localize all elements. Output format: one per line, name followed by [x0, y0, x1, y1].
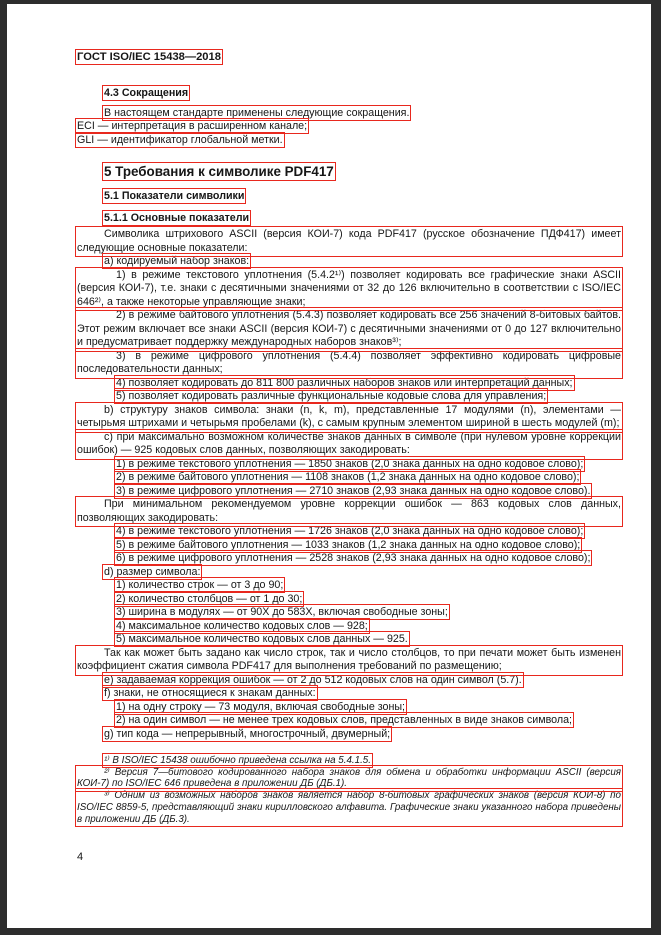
- list-item-c-6: 6) в режиме цифрового уплотнения — 2528 знаков (2,93 знака данных на одно кодовое слово);: [116, 552, 591, 564]
- list-item-c-6-row: [77, 552, 621, 566]
- list-item-c: c) при максимально возможном количестве знаков данных в символе (при нулевом уровне коррекции ошибок) — 925 кодовых слов данных, позволяющих закодировать:: [77, 430, 621, 456]
- footnotes-section: [77, 755, 621, 825]
- list-item-g-row: [77, 728, 621, 742]
- compression-note-paragraph: Так как может быть задано как число строк, так и число столбцов, то при печати может быть изменен коэффициент сжатия символа PDF417 для выполнения требований по размещению;: [77, 646, 621, 672]
- abbreviation-gli: GLI — идентификатор глобальной метки.: [77, 133, 283, 146]
- list-item-g: g) тип кода — непрерывный, многострочный, двумерный;: [104, 727, 391, 740]
- list-item-c-1-row: [77, 458, 621, 472]
- section-5-heading: 5 Требования к символике PDF417: [104, 164, 334, 179]
- list-item-f-1: 1) на одну строку — 73 модуля, включая свободные зоны;: [116, 700, 406, 713]
- list-item-c-5-row: [77, 539, 621, 553]
- abbreviation-eci-row: [77, 120, 621, 134]
- footnote-1-row: [77, 755, 621, 767]
- list-item-c-4-row: [77, 525, 621, 539]
- list-item-d-2: 2) количество столбцов — от 1 до 30;: [116, 592, 303, 605]
- list-item-d: d) размер символа:: [104, 565, 201, 578]
- list-item-f: f) знаки, не относящиеся к знакам данных:: [104, 687, 316, 699]
- list-item-d-4-row: [77, 620, 621, 634]
- list-item-a-4: 4) позволяет кодировать до 811 800 различных наборов знаков или интерпретаций данных;: [116, 376, 573, 389]
- section-5-1-heading: 5.1 Показатели символики: [104, 190, 245, 202]
- list-item-f-row: [77, 687, 621, 701]
- footnote-2: ²⁾ Версия 7—битового кодированного набора знаков для обмена и обработки информации ASCII (версия КОИ-7) по ISO/IEC 646 приведена в приложении ДБ (ДБ.1).: [77, 766, 621, 790]
- page-number: 4: [77, 851, 84, 864]
- list-item-d-1: 1) количество строк — от 3 до 90;: [116, 579, 284, 591]
- list-item-a-5-row: [77, 390, 621, 404]
- list-item-d-4: 4) максимальное количество кодовых слов — 928;: [116, 619, 368, 632]
- list-item-d-1-row: [77, 579, 621, 593]
- footnote-3: ³⁾ Одним из возможных наборов знаков является набор 8-битовых графических знаков (версия КОИ-8) по ISO/IEC 8859-5, представляющий знаки кирилловского алфавита. Графические знаки указанного набора приведены в приложении ДБ (ДБ.3).: [77, 790, 621, 825]
- list-item-a-3: 3) в режиме цифрового уплотнения (5.4.4) позволяет эффективно кодировать цифровые последовательности данных;: [77, 349, 621, 375]
- abbreviation-gli-row: [77, 134, 621, 148]
- list-item-c-2-row: [77, 471, 621, 485]
- list-item-d-row: [77, 566, 621, 580]
- list-item-d-3: 3) ширина в модулях — от 90X до 583X, включая свободные зоны;: [116, 606, 448, 618]
- list-item-c-4: 4) в режиме текстового уплотнения — 1726 знаков (2,0 знака данных на одно кодовое слово);: [116, 525, 584, 537]
- list-item-a-4-row: [77, 377, 621, 391]
- list-item-d-3-row: [77, 606, 621, 620]
- running-header-row: [77, 50, 621, 64]
- section-4-3-heading: 4.3 Сокращения: [104, 87, 189, 99]
- section-5-1-1-row: [77, 212, 621, 226]
- abbreviation-intro: В настоящем стандарте применены следующие сокращения.: [104, 106, 410, 119]
- running-header: ГОСТ ISO/IEC 15438—2018: [77, 51, 221, 63]
- list-item-c-2: 2) в режиме байтового уплотнения — 1108 знаков (1,2 знака данных на одно кодовое слово);: [116, 471, 580, 483]
- list-item-c-3-row: [77, 485, 621, 499]
- document-page: [7, 4, 651, 928]
- list-item-a-5: 5) позволяет кодировать различные функциональные кодовые слова для управления;: [116, 390, 547, 402]
- list-item-f-2: 2) на один символ — не менее трех кодовых слов, представленных в виде знаков символа;: [116, 714, 573, 726]
- list-item-c-1: 1) в режиме текстового уплотнения — 1850 знаков (2,0 знака данных на одно кодовое слово);: [116, 457, 584, 470]
- list-item-e: e) задаваемая коррекция ошибок — от 2 до 512 кодовых слов на один символ (5.7).: [104, 673, 522, 686]
- list-item-d-2-row: [77, 593, 621, 607]
- section-4-3-row: [77, 87, 621, 101]
- abbreviation-intro-row: [77, 107, 621, 121]
- list-item-f-1-row: [77, 701, 621, 715]
- abbreviation-eci: ECI — интерпретация в расширенном канале;: [77, 120, 308, 132]
- list-item-f-2-row: [77, 714, 621, 728]
- intro-paragraph: Символика штрихового ASCII (версия КОИ-7) кода PDF417 (русское обозначение ПДФ417) имеет следующие основные показатели:: [77, 228, 621, 254]
- list-item-b: b) структуру знаков символа: знаки (n, k, m), представленные 17 модулями (n), элементами — четырьмя штрихами и четырьмя пробелами (k), с самым крупным элементом шириной в шесть модулей (m);: [77, 403, 621, 429]
- section-5-row: [77, 163, 621, 180]
- section-5-1-1-heading: 5.1.1 Основные показатели: [104, 211, 250, 224]
- list-item-a-1: 1) в режиме текстового уплотнения (5.4.2¹⁾) позволяет кодировать все графические знаки ASCII (версия КОИ-7), т.е. знаки с десятичными значениями от 32 до 126 включительно в соответствии с ISO/IEC 646²⁾, а также некоторые управляющие знаки;: [77, 268, 621, 308]
- list-item-a: a) кодируемый набор знаков:: [104, 255, 250, 267]
- min-correction-paragraph: При минимальном рекомендуемом уровне коррекции ошибок — 863 кодовых слов данных, позволяющих закодировать:: [77, 498, 621, 524]
- footnote-1: ¹⁾ В ISO/IEC 15438 ошибочно приведена ссылка на 5.4.1.5.: [104, 755, 371, 766]
- list-item-e-row: [77, 674, 621, 688]
- list-item-d-5-row: [77, 633, 621, 647]
- list-item-c-3: 3) в режиме цифрового уплотнения — 2710 знаков (2,93 знака данных на одно кодовое слово).: [116, 484, 591, 497]
- list-item-a-2: 2) в режиме байтового уплотнения (5.4.3) позволяет кодировать все 256 значений 8-битовых байтов. Этот режим включает все знаки ASCII (версия КОИ-7) с десятичными значениями от 0 до 127 включительно и предусматривает поддержку международных наборов знаков³⁾;: [77, 309, 621, 348]
- list-item-d-5: 5) максимальное количество кодовых слов данных — 925.: [116, 633, 408, 645]
- section-5-1-row: [77, 190, 621, 204]
- list-item-c-5: 5) в режиме байтового уплотнения — 1033 знаков (1,2 знака данных на одно кодовое слово);: [116, 538, 581, 551]
- list-item-a-row: [77, 255, 621, 269]
